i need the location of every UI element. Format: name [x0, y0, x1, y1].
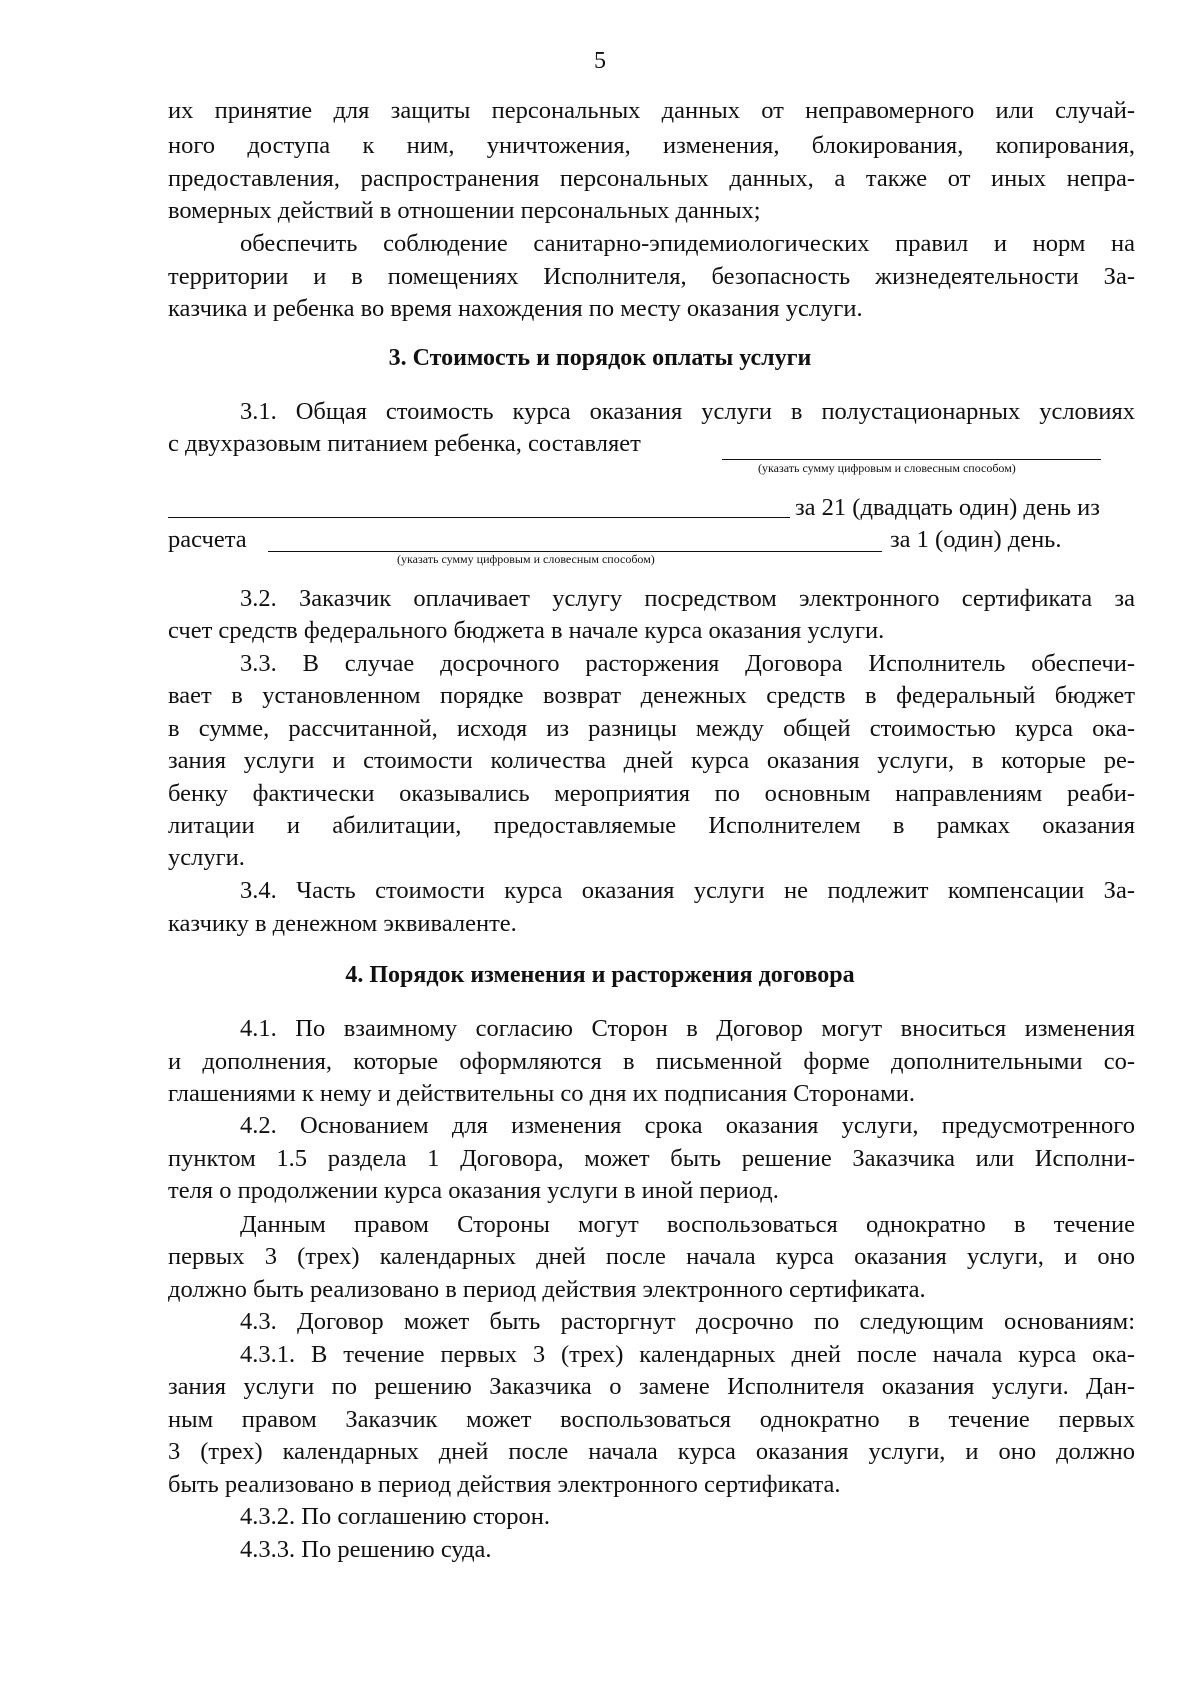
- text-line: 3.1. Общая стоимость курса оказания услуги в полустационарных условиях: [240, 398, 1135, 425]
- section-4-title: 4. Порядок изменения и расторжения договора: [345, 962, 855, 988]
- text-line: 4.3. Договор может быть расторгнут досрочно по следующим основаниям:: [240, 1308, 1135, 1335]
- text-line: литации и абилитации, предоставляемые Исполнителем в рамках оказания: [168, 812, 1135, 839]
- text-line: быть реализовано в период действия электронного сертификата.: [168, 1471, 841, 1498]
- text-line: за 21 (двадцать один) день из: [795, 494, 1100, 521]
- text-line: вает в установленном порядке возврат денежных средств в федеральный бюджет: [168, 682, 1135, 709]
- amount-blank-1[interactable]: [722, 459, 1101, 460]
- text-line: 4.1. По взаимному согласию Сторон в Договор могут вноситься изменения: [240, 1015, 1135, 1042]
- text-line: и дополнения, которые оформляются в письменной форме дополнительными со-: [168, 1048, 1135, 1075]
- text-line: с двухразовым питанием ребенка, составляет: [168, 430, 641, 457]
- text-line: казчику в денежном эквиваленте.: [168, 910, 517, 937]
- text-line: обеспечить соблюдение санитарно-эпидемиологических правил и норм на: [240, 230, 1135, 257]
- text-line: расчета: [168, 526, 247, 553]
- text-line: первых 3 (трех) календарных дней после начала курса оказания услуги, и оно: [168, 1243, 1135, 1270]
- text-line: счет средств федерального бюджета в начале курса оказания услуги.: [168, 617, 885, 644]
- text-line: зания услуги по решению Заказчика о замене Исполнителя оказания услуги. Дан-: [168, 1373, 1135, 1400]
- text-line: 3.3. В случае досрочного расторжения Договора Исполнитель обеспечи-: [240, 650, 1135, 677]
- text-line: пунктом 1.5 раздела 1 Договора, может быть решение Заказчика или Исполни-: [168, 1145, 1135, 1172]
- text-line: 3.4. Часть стоимости курса оказания услуги не подлежит компенсации За-: [240, 877, 1135, 904]
- text-line: 4.2. Основанием для изменения срока оказания услуги, предусмотренного: [240, 1112, 1135, 1139]
- text-line: в сумме, рассчитанной, исходя из разницы между общей стоимостью курса ока-: [168, 715, 1135, 742]
- page-number: 5: [594, 48, 606, 74]
- text-line: 3.2. Заказчик оплачивает услугу посредством электронного сертификата за: [240, 585, 1135, 612]
- text-line: территории и в помещениях Исполнителя, безопасность жизнедеятельности За-: [168, 263, 1135, 290]
- text-line: теля о продолжении курса оказания услуги в иной период.: [168, 1177, 779, 1204]
- text-line: бенку фактически оказывались мероприятия по основным направлениям реаби-: [168, 780, 1135, 807]
- amount-blank-2[interactable]: [168, 517, 790, 518]
- text-line: зания услуги и стоимости количества дней курса оказания услуги, в которые ре-: [168, 747, 1135, 774]
- text-line: за 1 (один) день.: [890, 526, 1062, 553]
- text-line: 3 (трех) календарных дней после начала курса оказания услуги, и оно должно: [168, 1438, 1135, 1465]
- text-line: должно быть реализовано в период действия электронного сертификата.: [168, 1276, 926, 1303]
- text-line: 4.3.1. В течение первых 3 (трех) календарных дней после начала курса ока-: [240, 1341, 1135, 1368]
- text-line: предоставления, распространения персональных данных, а также от иных непра-: [168, 165, 1135, 192]
- text-line: их принятие для защиты персональных данных от неправомерного или случай-: [168, 97, 1135, 124]
- text-line: ного доступа к ним, уничтожения, изменения, блокирования, копирования,: [168, 132, 1135, 159]
- section-3-title: 3. Стоимость и порядок оплаты услуги: [388, 345, 812, 371]
- field-hint: (указать сумму цифровым и словесным способом): [758, 461, 1016, 475]
- text-line: 4.3.2. По соглашению сторон.: [240, 1503, 550, 1530]
- text-line: глашениями к нему и действительны со дня их подписания Сторонами.: [168, 1080, 915, 1107]
- text-line: ным правом Заказчик может воспользоваться однократно в течение первых: [168, 1406, 1135, 1433]
- field-hint: (указать сумму цифровым и словесным способом): [397, 552, 655, 566]
- text-line: Данным правом Стороны могут воспользоваться однократно в течение: [240, 1211, 1135, 1238]
- text-line: услуги.: [168, 844, 245, 871]
- text-line: 4.3.3. По решению суда.: [240, 1536, 492, 1563]
- text-line: вомерных действий в отношении персональных данных;: [168, 197, 761, 224]
- text-line: казчика и ребенка во время нахождения по месту оказания услуги.: [168, 295, 863, 322]
